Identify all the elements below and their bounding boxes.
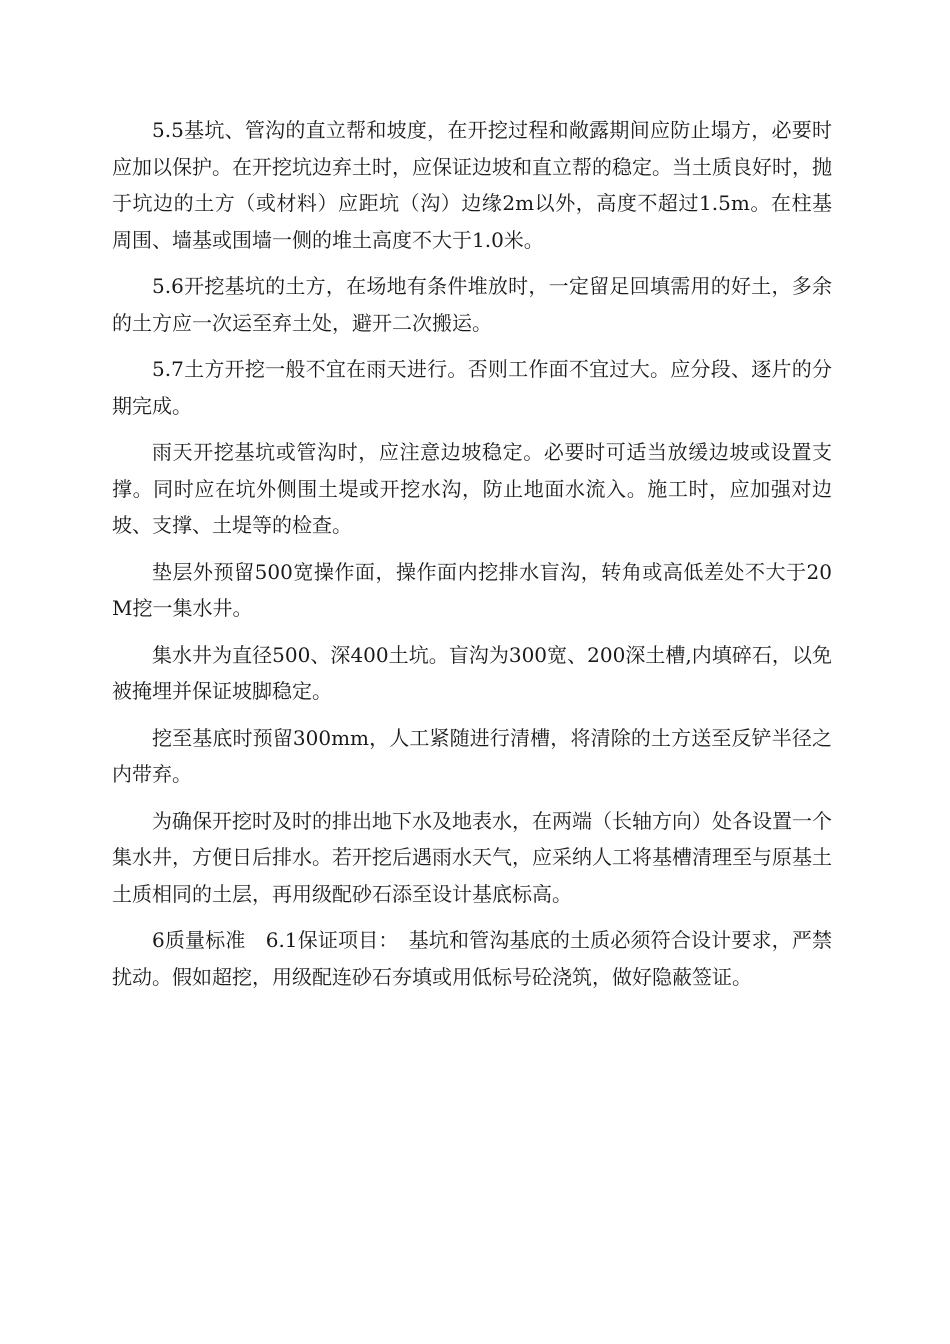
paragraph-5-5: 5.5基坑、管沟的直立帮和坡度，在开挖过程和敞露期间应防止塌方，必要时应加以保护。在开挖坑边弃土时，应保证边坡和直立帮的稳定。当土质良好时，抛于坑边的土方（或材料）应距坑（沟）边缘2m以外，高度不超过1.5m。在柱基周围、墙基或围墙一侧的堆土高度不大于1.0米。: [112, 118, 832, 252]
paragraph-base-clearing: 挖至基底时预留300mm，人工紧随进行清槽，将清除的土方送至反铲半径之内带弃。: [112, 725, 832, 786]
paragraph-quality-standard: 6质量标准 6.1保证项目： 基坑和管沟基底的土质必须符合设计要求，严禁扰动。假如超挖，用级配连砂石夯填或用低标号砼浇筑，做好隐蔽签证。: [112, 928, 832, 989]
paragraph-sump-pit: 集水井为直径500、深400土坑。盲沟为300宽、200深土槽,内填碎石，以免被掩埋并保证坡脚稳定。: [112, 642, 832, 703]
paragraph-rainy-day: 雨天开挖基坑或管沟时，应注意边坡稳定。必要时可适当放缓边坡或设置支撑。同时应在坑外侧围土堤或开挖水沟，防止地面水流入。施工时，应加强对边坡、支撑、土堤等的检查。: [112, 440, 832, 537]
paragraph-drainage: 为确保开挖时及时的排出地下水及地表水，在两端（长轴方向）处各设置一个集水井，方便日后排水。若开挖后遇雨水天气，应采纳人工将基槽清理至与原基土土质相同的土层，再用级配砂石添至设计基底标高。: [112, 808, 832, 906]
paragraph-5-6: 5.6开挖基坑的土方，在场地有条件堆放时，一定留足回填需用的好土，多余的土方应一次运至弃土处，避开二次搬运。: [112, 274, 832, 335]
paragraph-5-7: 5.7土方开挖一般不宜在雨天进行。否则工作面不宜过大。应分段、逐片的分期完成。: [112, 357, 832, 418]
paragraph-work-surface: 垫层外预留500宽操作面，操作面内挖排水盲沟，转角或高低差处不大于20M挖一集水井。: [112, 559, 832, 620]
document-body: [112, 112, 832, 1005]
